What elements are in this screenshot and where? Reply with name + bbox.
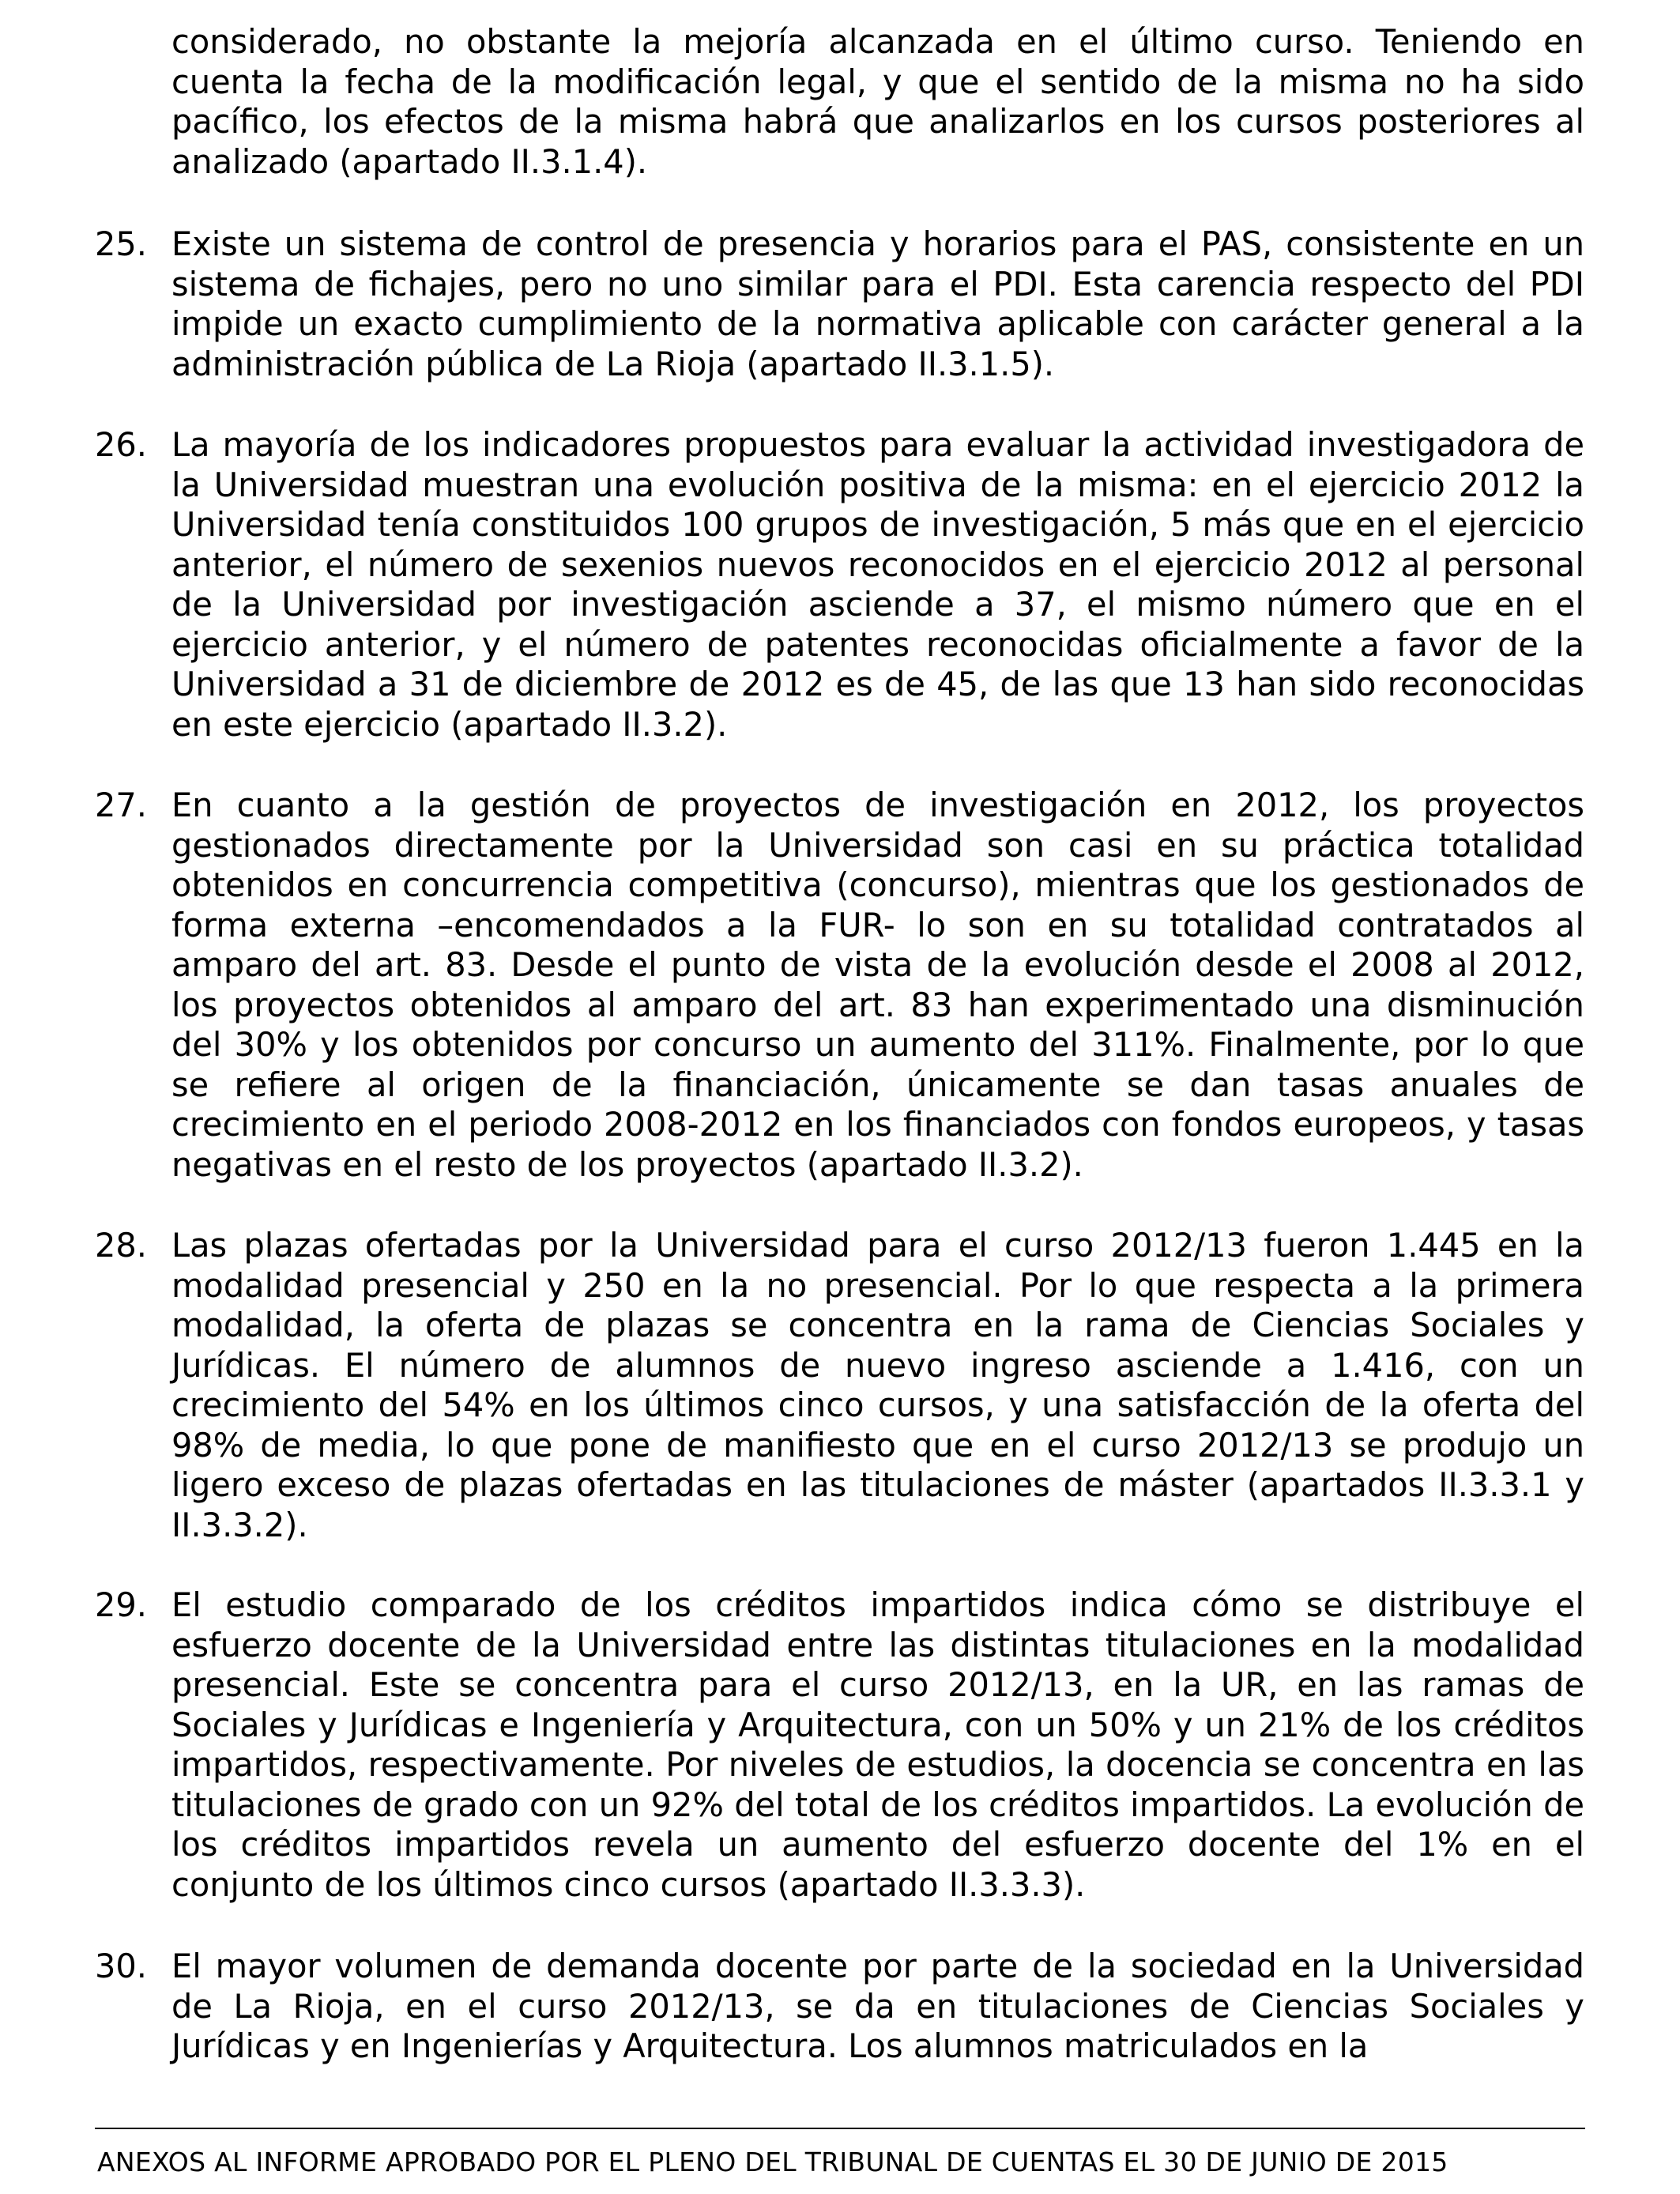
item-text: En cuanto a la gestión de proyectos de investigación en 2012, los proyectos gestionados directamente por la Universidad son casi en su práctica totalidad obtenidos en concurrencia competitiva (concurso), mientras que los gestionados de forma externa –encomendados a la FUR- lo son en su totalidad contratados al amparo del art. 83. Desde el punto de vista de la evolución desde el 2008 al 2012, los proyectos obtenidos al amparo del art. 83 han experimentado una disminución del 30% y los obtenidos por concurso un aumento del 311%. Finalmente, por lo que se refiere al origen de la financiación, únicamente se dan tasas anuales de crecimiento en el periodo 2008-2012 en los financiados con fondos europeos, y tasas negativas en el resto de los proyectos (apartado II.3.2). [171,786,1584,1184]
intro-paragraph: considerado, no obstante la mejoría alcanzada en el último curso. Teniendo en cuenta la fecha de la modificación legal, y que el sentido de la misma no ha sido pacífico, los efectos de la misma habrá que analizarlos en los cursos posteriores al analizado (apartado II.3.1.4). [171,22,1584,181]
footer-divider [95,2128,1585,2129]
page-footer: ANEXOS AL INFORME APROBADO POR EL PLENO DEL TRIBUNAL DE CUENTAS EL 30 DE JUNIO DE 2015 [97,2147,1448,2177]
item-number: 26. [95,425,147,464]
item-text: Las plazas ofertadas por la Universidad para el curso 2012/13 fueron 1.445 en la modalidad presencial y 250 en la no presencial. Por lo que respecta a la primera modalidad, la oferta de plazas se concentra en la rama de Ciencias Sociales y Jurídicas. El número de alumnos de nuevo ingreso asciende a 1.416, con un crecimiento del 54% en los últimos cinco cursos, y una satisfacción de la oferta del 98% de media, lo que pone de manifiesto que en el curso 2012/13 se produjo un ligero exceso de plazas ofertadas en las titulaciones de máster (apartados II.3.3.1 y II.3.3.2). [171,1226,1584,1544]
item-number: 29. [95,1585,147,1624]
item-text: Existe un sistema de control de presencia y horarios para el PAS, consistente en un sistema de fichajes, pero no uno similar para el PDI. Esta carencia respecto del PDI impide un exacto cumplimiento de la normativa aplicable con carácter general a la administración pública de La Rioja (apartado II.3.1.5). [171,224,1584,383]
item-number: 30. [95,1947,147,1985]
item-number: 28. [95,1226,147,1265]
item-number: 25. [95,224,147,263]
item-text: El estudio comparado de los créditos impartidos indica cómo se distribuye el esfuerzo docente de la Universidad entre las distintas titulaciones en la modalidad presencial. Este se concentra para el curso 2012/13, en la UR, en las ramas de Sociales y Jurídicas e Ingeniería y Arquitectura, con un 50% y un 21% de los créditos impartidos, respectivamente. Por niveles de estudios, la docencia se concentra en las titulaciones de grado con un 92% del total de los créditos impartidos. La evolución de los créditos impartidos revela un aumento del esfuerzo docente del 1% en el conjunto de los últimos cinco cursos (apartado II.3.3.3). [171,1585,1584,1904]
item-text: El mayor volumen de demanda docente por parte de la sociedad en la Universidad de La Rioja, en el curso 2012/13, se da en titulaciones de Ciencias Sociales y Jurídicas y en Ingenierías y Arquitectura. Los alumnos matriculados en la [171,1947,1584,2065]
item-text: La mayoría de los indicadores propuestos para evaluar la actividad investigadora de la Universidad muestran una evolución positiva de la misma: en el ejercicio 2012 la Universidad tenía constituidos 100 grupos de investigación, 5 más que en el ejercicio anterior, el número de sexenios nuevos reconocidos en el ejercicio 2012 al personal de la Universidad por investigación asciende a 37, el mismo número que en el ejercicio anterior, y el número de patentes reconocidas oficialmente a favor de la Universidad a 31 de diciembre de 2012 es de 45, de las que 13 han sido reconocidas en este ejercicio (apartado II.3.2). [171,425,1584,744]
item-number: 27. [95,786,147,824]
